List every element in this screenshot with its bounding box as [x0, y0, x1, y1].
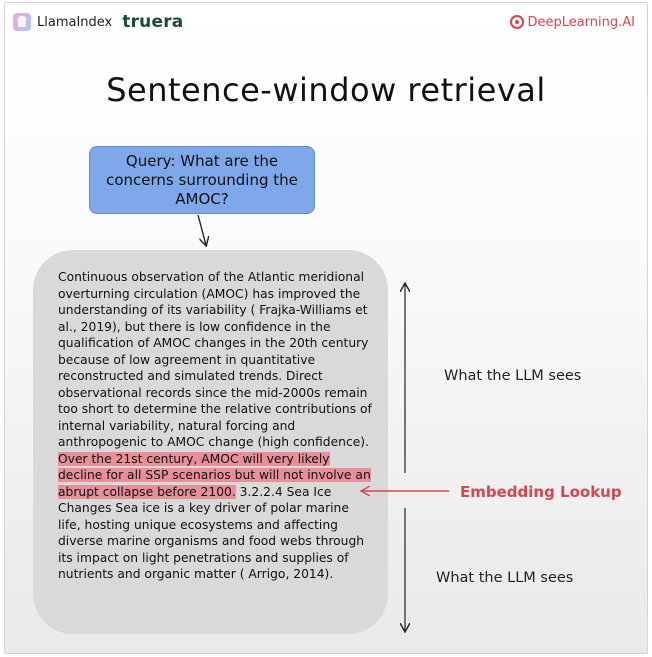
slide-title: Sentence-window retrieval	[106, 71, 546, 109]
retrieved-sentence-highlight: Over the 21st century, AMOC will very likely decline for all SSP scenarios but will not involve an abrupt collapse before 2100.	[58, 451, 371, 499]
query-text: Query: What are the concerns surrounding the AMOC?	[106, 151, 298, 208]
slide-frame	[4, 2, 648, 654]
context-text-before: Continuous observation of the Atlantic meridional overturning circulation (AMOC) has improved the understanding of its variability ( Frajka-Williams et al., 2019), but there is low confidence in the qualification of AMOC changes in the 20th century because of low agreement in quantitative reconstructed and simulated trends. Direct observational records since the mid-2000s remain too short to determine the relative contributions of internal variability, natural forcing and anthropogenic to AMOC change (high confidence).	[58, 270, 372, 449]
llm-sees-label-top: What the LLM sees	[444, 368, 582, 384]
diagram-arrows	[5, 3, 647, 653]
llamaindex-logo-text: LlamaIndex	[37, 14, 113, 30]
truera-logo-text: truera	[122, 12, 184, 32]
context-text-after: 3.2.2.4 Sea Ice Changes Sea ice is a key driver of polar marine life, hosting unique ecosystems and affecting diverse marine organisms and food webs through its impact on light penetrations and supplies of nutrients and organic matter ( Arrigo, 2014).	[58, 484, 365, 581]
embedding-lookup-label: Embedding Lookup	[460, 483, 622, 501]
llm-sees-label-bottom: What the LLM sees	[436, 570, 574, 586]
deeplearning-logo-text: DeepLearning.AI	[527, 14, 635, 30]
query-to-context-arrow	[198, 215, 206, 245]
